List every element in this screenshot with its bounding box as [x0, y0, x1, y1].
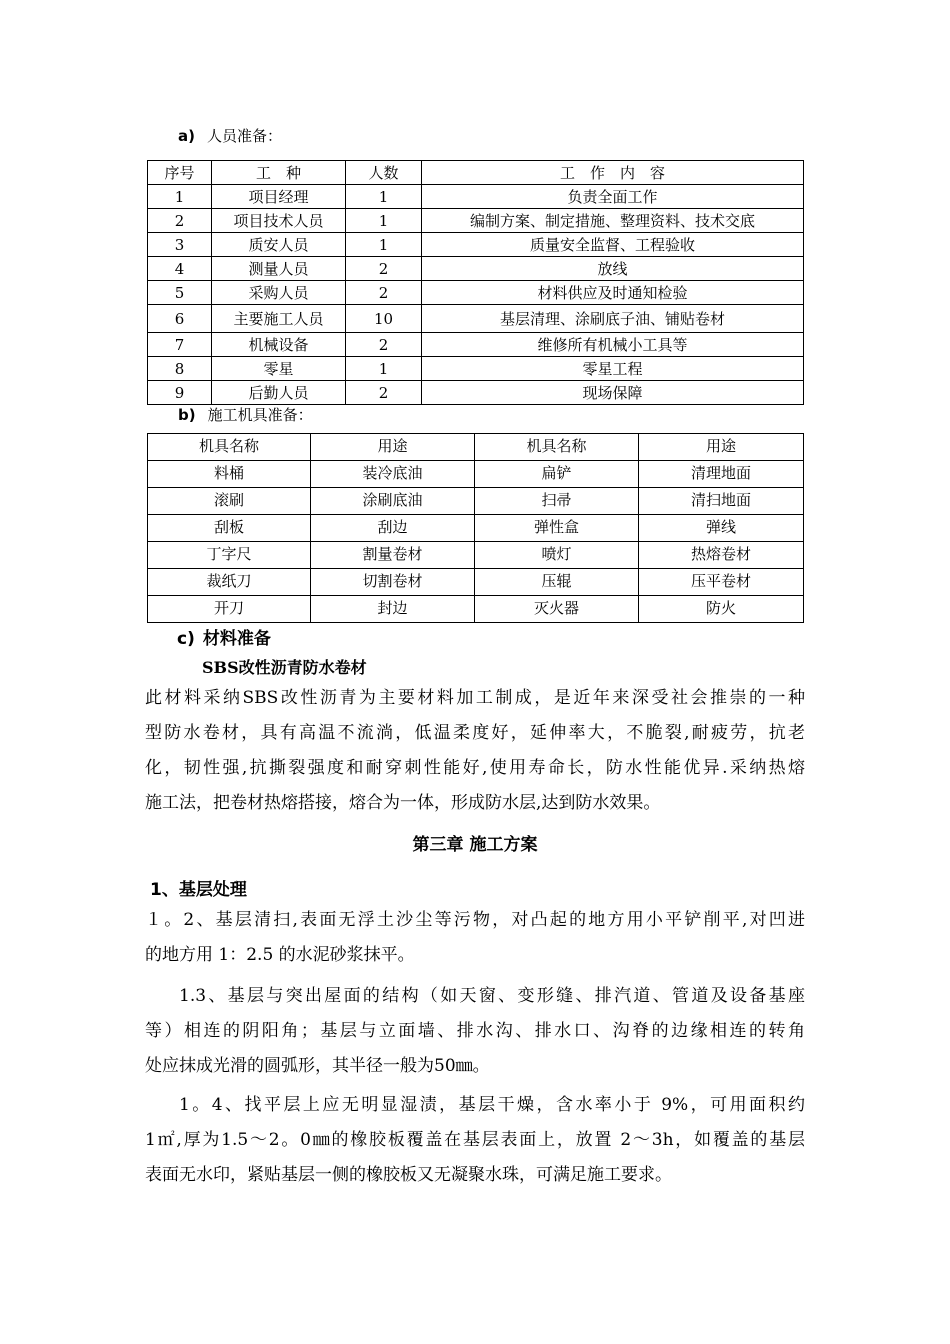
table-row: [148, 333, 804, 357]
table-row: [148, 257, 804, 281]
table-row: [148, 209, 804, 233]
staff-table-cell: 质安人员: [212, 233, 346, 257]
text-line: 的地方用 1：2.5 的水泥砂浆抹平。: [145, 945, 415, 965]
tool-table-header-cell: 用途: [639, 434, 804, 461]
staff-table-cell: 测量人员: [212, 257, 346, 281]
staff-table-cell: 放线: [422, 257, 804, 281]
tool-table: [147, 433, 804, 623]
material-paragraph: [145, 681, 805, 821]
staff-table-cell: 主要施工人员: [212, 305, 346, 333]
staff-table-cell: 材料供应及时通知检验: [422, 281, 804, 305]
section-c-heading: [177, 624, 271, 649]
text-line: 此材料采纳SBS改性沥青为主要材料加工制成，是近年来深受社会推崇的一种: [145, 688, 805, 708]
table-row: [148, 185, 804, 209]
staff-table-cell: 7: [148, 333, 212, 357]
section-b-label: [178, 405, 313, 425]
paragraph-1-3: [145, 979, 805, 1084]
table-row: [148, 596, 804, 623]
tool-table-header-cell: 机具名称: [148, 434, 311, 461]
heading-base-treatment: 1、基层处理: [150, 880, 247, 900]
tool-table-cell: 滚刷: [148, 488, 311, 515]
staff-table-cell: 编制方案、制定措施、整理资料、技术交底: [422, 209, 804, 233]
staff-table-cell: 机械设备: [212, 333, 346, 357]
tool-table-cell: 喷灯: [475, 542, 639, 569]
tool-table-cell: 丁字尺: [148, 542, 311, 569]
staff-table-cell: 后勤人员: [212, 381, 346, 405]
table-row: [148, 461, 804, 488]
tool-table-cell: 割量卷材: [311, 542, 475, 569]
tool-table-cell: 防火: [639, 596, 804, 623]
staff-table: [147, 160, 804, 405]
sbs-material-title: SBS改性沥青防水卷材: [202, 658, 367, 677]
tool-table-cell: 刮边: [311, 515, 475, 542]
tool-table-cell: 涂刷底油: [311, 488, 475, 515]
text-line: 1㎡,厚为1.5～2。0㎜的橡胶板覆盖在基层表面上，放置 2～3h，如覆盖的基层: [145, 1130, 805, 1150]
table-row: [148, 542, 804, 569]
section-a-label: [178, 126, 282, 146]
tool-table-cell: 料桶: [148, 461, 311, 488]
staff-table-cell: 基层清理、涂刷底子油、铺贴卷材: [422, 305, 804, 333]
table-row: [148, 281, 804, 305]
staff-table-cell: 1: [346, 185, 422, 209]
text-line: 1.3、基层与突出屋面的结构（如天窗、变形缝、排汽道、管道及设备基座: [179, 986, 805, 1006]
tool-table-cell: 开刀: [148, 596, 311, 623]
tool-table-cell: 压辊: [475, 569, 639, 596]
section-b-mark: b): [178, 406, 196, 424]
staff-table-header-cell: 工 作 内 容: [422, 161, 804, 185]
text-line: 化，韧性强,抗撕裂强度和耐穿刺性能好,使用寿命长，防水性能优异.采纳热熔: [145, 758, 805, 778]
staff-table-cell: 10: [346, 305, 422, 333]
tool-table-header-cell: 用途: [311, 434, 475, 461]
text-line: 施工法，把卷材热熔搭接，熔合为一体，形成防水层,达到防水效果。: [145, 793, 661, 813]
staff-table-cell: 质量安全监督、工程验收: [422, 233, 804, 257]
staff-table-cell: 2: [346, 281, 422, 305]
staff-table-cell: 2: [148, 209, 212, 233]
paragraph-1-4: [145, 1088, 805, 1193]
staff-table-cell: 1: [346, 233, 422, 257]
chapter-title: 第三章 施工方案: [412, 835, 538, 855]
tool-table-cell: 清理地面: [639, 461, 804, 488]
section-a-text: 人员准备：: [206, 127, 282, 145]
staff-table-cell: 现场保障: [422, 381, 804, 405]
staff-table-cell: 1: [346, 357, 422, 381]
tool-table-cell: 灭火器: [475, 596, 639, 623]
staff-table-cell: 2: [346, 381, 422, 405]
section-c-mark: c): [177, 629, 195, 649]
paragraph-1-2: [145, 903, 805, 973]
text-line: 等）相连的阴阳角；基层与立面墙、排水沟、排水口、沟脊的边缘相连的转角: [145, 1021, 805, 1041]
tool-table-header-row: [148, 434, 804, 461]
staff-table-cell: 项目技术人员: [212, 209, 346, 233]
staff-table-cell: 维修所有机械小工具等: [422, 333, 804, 357]
section-a-mark: a): [178, 127, 195, 145]
tool-table-cell: 刮板: [148, 515, 311, 542]
tool-table-cell: 弹线: [639, 515, 804, 542]
table-row: [148, 357, 804, 381]
tool-table-cell: 装冷底油: [311, 461, 475, 488]
staff-table-header-cell: 序号: [148, 161, 212, 185]
table-row: [148, 488, 804, 515]
staff-table-cell: 5: [148, 281, 212, 305]
staff-table-header-row: [148, 161, 804, 185]
staff-table-header-cell: 人数: [346, 161, 422, 185]
text-line: 型防水卷材，具有高温不流淌，低温柔度好，延伸率大，不脆裂,耐疲劳，抗老: [145, 723, 805, 743]
tool-table-cell: 封边: [311, 596, 475, 623]
staff-table-header-cell: 工 种: [212, 161, 346, 185]
table-row: [148, 515, 804, 542]
table-row: [148, 233, 804, 257]
tool-table-cell: 压平卷材: [639, 569, 804, 596]
text-line: 1。4、找平层上应无明显湿渍，基层干燥，含水率小于 9%，可用面积约: [179, 1095, 805, 1115]
staff-table-cell: 采购人员: [212, 281, 346, 305]
staff-table-cell: 项目经理: [212, 185, 346, 209]
staff-table-cell: 6: [148, 305, 212, 333]
table-row: [148, 569, 804, 596]
tool-table-cell: 扫帚: [475, 488, 639, 515]
tool-table-cell: 弹性盒: [475, 515, 639, 542]
staff-table-cell: 2: [346, 257, 422, 281]
table-row: [148, 381, 804, 405]
staff-table-cell: 零星工程: [422, 357, 804, 381]
section-b-text: 施工机具准备：: [207, 406, 313, 424]
tool-table-cell: 热熔卷材: [639, 542, 804, 569]
text-line: １。2、基层清扫,表面无浮土沙尘等污物，对凸起的地方用小平铲削平,对凹进: [145, 910, 805, 930]
staff-table-cell: 零星: [212, 357, 346, 381]
staff-table-cell: 3: [148, 233, 212, 257]
staff-table-cell: 1: [346, 209, 422, 233]
tool-table-header-cell: 机具名称: [475, 434, 639, 461]
tool-table-cell: 扁铲: [475, 461, 639, 488]
table-row: [148, 305, 804, 333]
tool-table-cell: 切割卷材: [311, 569, 475, 596]
tool-table-cell: 裁纸刀: [148, 569, 311, 596]
text-line: 表面无水印，紧贴基层一侧的橡胶板又无凝聚水珠，可满足施工要求。: [145, 1165, 672, 1185]
text-line: 处应抹成光滑的圆弧形，其半径一般为50㎜。: [145, 1056, 490, 1076]
section-c-text: 材料准备: [202, 629, 271, 649]
staff-table-cell: 1: [148, 185, 212, 209]
staff-table-cell: 8: [148, 357, 212, 381]
staff-table-cell: 9: [148, 381, 212, 405]
staff-table-cell: 2: [346, 333, 422, 357]
staff-table-cell: 4: [148, 257, 212, 281]
tool-table-cell: 清扫地面: [639, 488, 804, 515]
staff-table-cell: 负责全面工作: [422, 185, 804, 209]
